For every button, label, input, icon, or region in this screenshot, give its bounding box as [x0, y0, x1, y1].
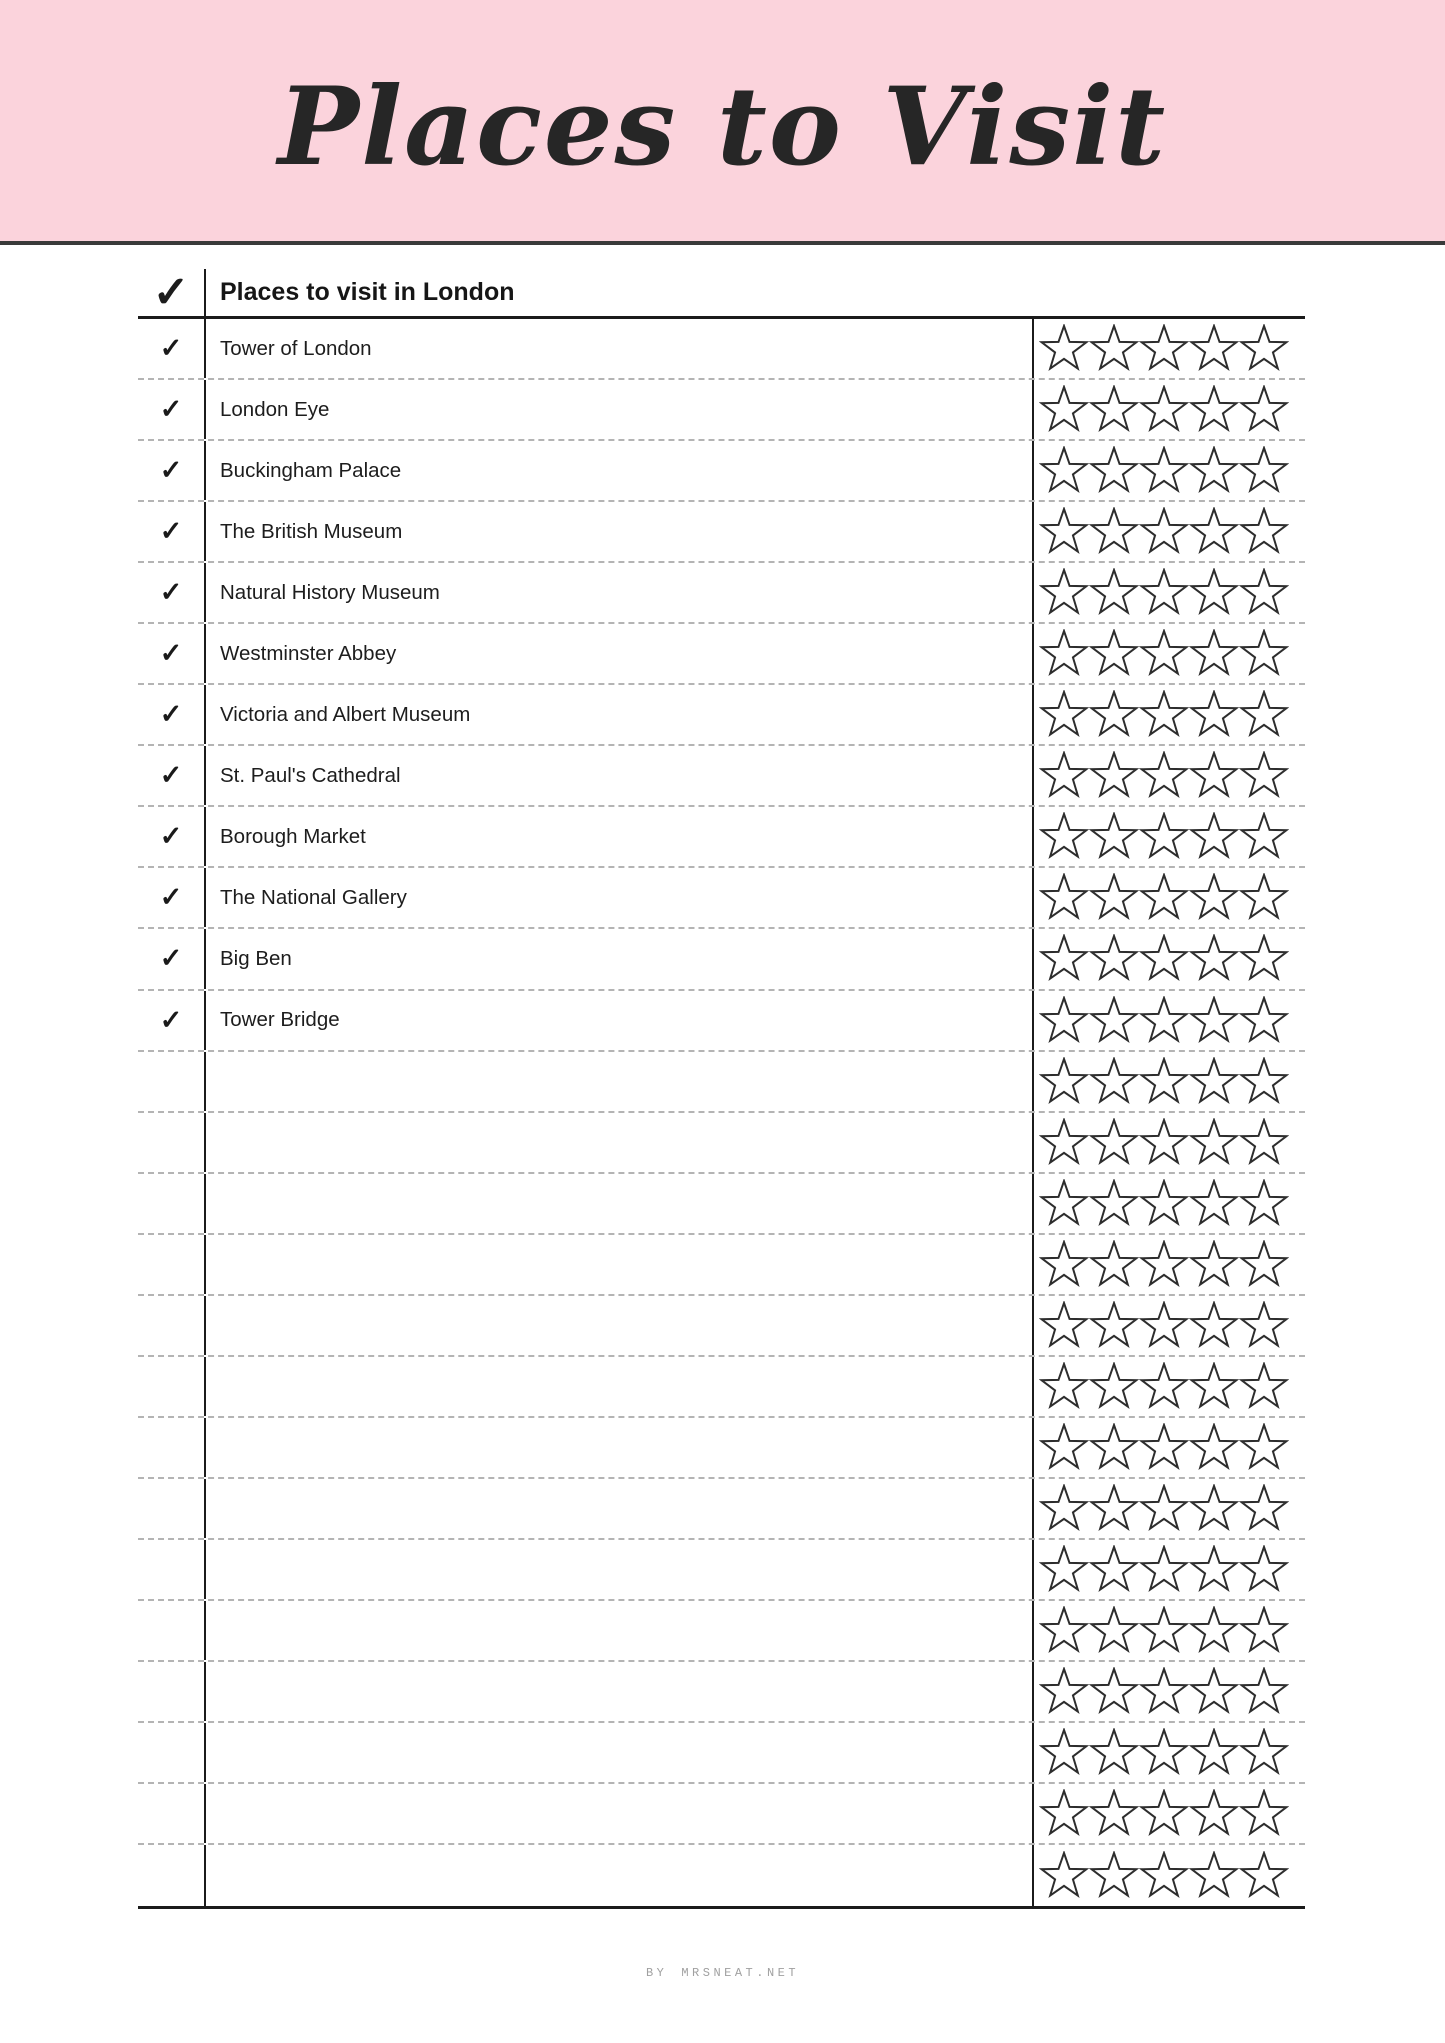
place-label: Tower Bridge — [220, 1008, 340, 1032]
star-rating — [1032, 563, 1305, 622]
checkmark-icon: ✓ — [159, 394, 183, 425]
star-icon — [1039, 934, 1089, 983]
star-icon — [1139, 1362, 1189, 1411]
star-icon — [1089, 996, 1139, 1045]
star-rating — [1032, 1174, 1305, 1233]
star-icon — [1239, 568, 1289, 617]
place-label: Victoria and Albert Museum — [220, 702, 471, 726]
row-check-cell — [138, 1540, 206, 1599]
star-rating — [1032, 1479, 1305, 1538]
star-icon — [1089, 568, 1139, 617]
star-rating — [1032, 1601, 1305, 1660]
star-icon — [1189, 324, 1239, 373]
header-check-cell — [138, 269, 206, 316]
checkmark-icon: ✓ — [159, 577, 183, 608]
star-icon — [1039, 812, 1089, 861]
star-icon — [1139, 996, 1189, 1045]
table-row — [138, 1723, 1305, 1784]
place-label — [206, 1052, 1032, 1111]
checkmark-icon: ✓ — [159, 1004, 183, 1035]
checkmark-icon: ✓ — [159, 699, 183, 730]
table-row — [138, 1357, 1305, 1418]
row-check-cell — [138, 868, 206, 927]
checkmark-icon: ✓ — [159, 516, 183, 547]
place-label — [206, 1601, 1032, 1660]
star-rating — [1032, 685, 1305, 744]
row-check-cell — [138, 1357, 206, 1416]
place-label — [206, 1723, 1032, 1782]
table-row — [138, 502, 1305, 563]
star-icon — [1039, 873, 1089, 922]
star-icon — [1089, 446, 1139, 495]
star-icon — [1139, 446, 1189, 495]
star-icon — [1089, 751, 1139, 800]
star-icon — [1039, 385, 1089, 434]
table-row — [138, 1601, 1305, 1662]
row-check-cell — [138, 685, 206, 744]
table-row — [138, 1174, 1305, 1235]
star-icon — [1189, 1179, 1239, 1228]
row-check-cell — [138, 1174, 206, 1233]
star-icon — [1189, 1362, 1239, 1411]
place-label — [206, 1174, 1032, 1233]
place-label: Tower of London — [220, 336, 372, 360]
star-icon — [1189, 1851, 1239, 1900]
row-check-cell — [138, 1296, 206, 1355]
star-icon — [1189, 1057, 1239, 1106]
place-label — [206, 1662, 1032, 1721]
star-icon — [1239, 1851, 1289, 1900]
table-row — [138, 929, 1305, 990]
star-icon — [1139, 385, 1189, 434]
row-check-cell — [138, 1113, 206, 1172]
star-icon — [1139, 934, 1189, 983]
table-title: Places to visit in London — [220, 278, 515, 306]
row-check-cell — [138, 1784, 206, 1843]
star-icon — [1189, 1728, 1239, 1777]
table-row — [138, 1540, 1305, 1601]
star-icon — [1239, 934, 1289, 983]
place-label: Westminster Abbey — [220, 641, 397, 665]
star-icon — [1189, 1423, 1239, 1472]
star-rating — [1032, 1540, 1305, 1599]
star-icon — [1039, 629, 1089, 678]
table-row — [138, 1845, 1305, 1906]
star-icon — [1089, 1789, 1139, 1838]
place-label — [206, 1479, 1032, 1538]
star-icon — [1039, 1851, 1089, 1900]
star-rating — [1032, 624, 1305, 683]
star-icon — [1139, 568, 1189, 617]
star-icon — [1239, 812, 1289, 861]
star-icon — [1089, 507, 1139, 556]
star-icon — [1189, 1484, 1239, 1533]
star-icon — [1239, 324, 1289, 373]
star-icon — [1239, 1362, 1289, 1411]
star-rating — [1032, 1296, 1305, 1355]
table-row — [138, 1662, 1305, 1723]
checkmark-icon: ✓ — [152, 268, 190, 317]
star-icon — [1189, 1545, 1239, 1594]
place-label: London Eye — [220, 397, 330, 421]
row-check-cell — [138, 1723, 206, 1782]
star-icon — [1039, 568, 1089, 617]
place-label: The British Museum — [220, 519, 403, 543]
star-icon — [1189, 568, 1239, 617]
star-icon — [1039, 1789, 1089, 1838]
star-rating — [1032, 441, 1305, 500]
table-row — [138, 685, 1305, 746]
table-row — [138, 868, 1305, 929]
star-icon — [1239, 507, 1289, 556]
table-row — [138, 1235, 1305, 1296]
star-icon — [1039, 1423, 1089, 1472]
star-icon — [1039, 1545, 1089, 1594]
table-row — [138, 1113, 1305, 1174]
place-label — [206, 1845, 1032, 1906]
star-icon — [1139, 1118, 1189, 1167]
star-icon — [1239, 1118, 1289, 1167]
star-icon — [1239, 873, 1289, 922]
row-check-cell — [138, 807, 206, 866]
star-icon — [1189, 934, 1239, 983]
star-icon — [1039, 1179, 1089, 1228]
star-icon — [1039, 996, 1089, 1045]
star-icon — [1189, 1606, 1239, 1655]
row-check-cell — [138, 1418, 206, 1477]
table-header-row — [138, 269, 1305, 319]
star-icon — [1189, 812, 1239, 861]
star-rating — [1032, 807, 1305, 866]
star-icon — [1139, 629, 1189, 678]
star-rating — [1032, 1845, 1305, 1906]
star-icon — [1189, 751, 1239, 800]
star-icon — [1089, 1240, 1139, 1289]
star-icon — [1139, 1789, 1189, 1838]
table-row — [138, 1479, 1305, 1540]
star-icon — [1089, 629, 1139, 678]
star-icon — [1089, 873, 1139, 922]
place-label: The National Gallery — [220, 885, 407, 909]
star-icon — [1139, 1240, 1189, 1289]
table-row — [138, 807, 1305, 868]
row-check-cell — [138, 1235, 206, 1294]
star-icon — [1139, 690, 1189, 739]
star-icon — [1039, 690, 1089, 739]
checkmark-icon: ✓ — [159, 638, 183, 669]
star-icon — [1139, 1545, 1189, 1594]
checkmark-icon: ✓ — [159, 333, 183, 364]
row-check-cell — [138, 1601, 206, 1660]
star-icon — [1189, 446, 1239, 495]
star-rating — [1032, 1418, 1305, 1477]
star-icon — [1189, 690, 1239, 739]
star-icon — [1089, 1179, 1139, 1228]
table-row — [138, 624, 1305, 685]
star-icon — [1039, 324, 1089, 373]
star-icon — [1089, 1423, 1139, 1472]
star-rating — [1032, 1662, 1305, 1721]
star-icon — [1089, 1362, 1139, 1411]
row-check-cell — [138, 991, 206, 1050]
star-icon — [1239, 1240, 1289, 1289]
page-banner — [0, 0, 1445, 245]
star-icon — [1089, 1301, 1139, 1350]
star-icon — [1239, 1484, 1289, 1533]
star-icon — [1239, 1667, 1289, 1716]
table-row — [138, 563, 1305, 624]
star-icon — [1039, 1484, 1089, 1533]
star-icon — [1039, 446, 1089, 495]
star-icon — [1239, 1423, 1289, 1472]
table-rows — [138, 319, 1305, 1909]
star-icon — [1139, 1851, 1189, 1900]
place-label: Buckingham Palace — [220, 458, 402, 482]
star-icon — [1139, 1728, 1189, 1777]
place-label — [206, 1784, 1032, 1843]
star-icon — [1039, 1240, 1089, 1289]
star-icon — [1189, 996, 1239, 1045]
star-icon — [1239, 629, 1289, 678]
place-label: Borough Market — [220, 824, 366, 848]
star-icon — [1039, 751, 1089, 800]
table-row — [138, 1418, 1305, 1479]
star-icon — [1239, 690, 1289, 739]
star-icon — [1239, 1301, 1289, 1350]
star-icon — [1239, 1545, 1289, 1594]
place-label: St. Paul's Cathedral — [220, 763, 401, 787]
star-icon — [1089, 1851, 1139, 1900]
star-rating — [1032, 929, 1305, 988]
page-title: Places to Visit — [277, 63, 1168, 190]
star-icon — [1139, 812, 1189, 861]
star-icon — [1239, 1179, 1289, 1228]
star-icon — [1139, 1667, 1189, 1716]
star-icon — [1089, 1484, 1139, 1533]
star-icon — [1089, 1728, 1139, 1777]
row-check-cell — [138, 502, 206, 561]
star-icon — [1139, 507, 1189, 556]
star-icon — [1139, 1423, 1189, 1472]
star-icon — [1189, 1118, 1239, 1167]
star-icon — [1089, 1606, 1139, 1655]
star-icon — [1089, 324, 1139, 373]
star-icon — [1089, 1118, 1139, 1167]
star-icon — [1239, 1057, 1289, 1106]
star-icon — [1089, 1057, 1139, 1106]
star-icon — [1039, 1362, 1089, 1411]
table-row — [138, 1052, 1305, 1113]
checkmark-icon: ✓ — [159, 455, 183, 486]
footer-credit — [0, 1966, 1445, 1980]
star-icon — [1189, 385, 1239, 434]
checkmark-icon: ✓ — [159, 760, 183, 791]
star-icon — [1039, 1728, 1089, 1777]
star-icon — [1189, 1667, 1239, 1716]
star-rating — [1032, 1052, 1305, 1111]
row-check-cell — [138, 1845, 206, 1906]
star-rating — [1032, 991, 1305, 1050]
row-check-cell — [138, 929, 206, 988]
star-rating — [1032, 319, 1305, 378]
star-icon — [1089, 934, 1139, 983]
star-icon — [1139, 873, 1189, 922]
star-icon — [1039, 1057, 1089, 1106]
row-check-cell — [138, 319, 206, 378]
checkmark-icon: ✓ — [159, 821, 183, 852]
footer-site-label: MRSNEAT.NET — [681, 1966, 800, 1980]
star-icon — [1239, 751, 1289, 800]
row-check-cell — [138, 624, 206, 683]
row-check-cell — [138, 1662, 206, 1721]
star-icon — [1089, 690, 1139, 739]
star-icon — [1139, 1179, 1189, 1228]
table-row — [138, 746, 1305, 807]
row-check-cell — [138, 441, 206, 500]
star-icon — [1039, 1606, 1089, 1655]
table-row — [138, 319, 1305, 380]
place-label — [206, 1235, 1032, 1294]
star-icon — [1189, 873, 1239, 922]
star-icon — [1039, 1118, 1089, 1167]
place-label: Big Ben — [220, 946, 292, 970]
star-icon — [1139, 751, 1189, 800]
footer-by-label: BY — [645, 1966, 668, 1980]
star-rating — [1032, 502, 1305, 561]
place-label — [206, 1418, 1032, 1477]
table-row — [138, 380, 1305, 441]
star-icon — [1139, 1606, 1189, 1655]
row-check-cell — [138, 380, 206, 439]
star-icon — [1039, 507, 1089, 556]
star-icon — [1139, 1057, 1189, 1106]
star-rating — [1032, 380, 1305, 439]
star-icon — [1089, 385, 1139, 434]
star-icon — [1189, 1789, 1239, 1838]
star-icon — [1189, 507, 1239, 556]
star-rating — [1032, 1784, 1305, 1843]
star-icon — [1189, 629, 1239, 678]
places-table — [138, 269, 1305, 1909]
star-rating — [1032, 746, 1305, 805]
star-icon — [1239, 1728, 1289, 1777]
place-label: Natural History Museum — [220, 580, 440, 604]
star-icon — [1239, 1606, 1289, 1655]
star-icon — [1189, 1240, 1239, 1289]
checkmark-icon: ✓ — [159, 882, 183, 913]
star-icon — [1239, 1789, 1289, 1838]
row-check-cell — [138, 563, 206, 622]
star-rating — [1032, 1357, 1305, 1416]
star-icon — [1089, 812, 1139, 861]
star-rating — [1032, 1235, 1305, 1294]
star-icon — [1239, 996, 1289, 1045]
star-icon — [1139, 1301, 1189, 1350]
place-label — [206, 1296, 1032, 1355]
checkmark-icon: ✓ — [159, 943, 183, 974]
star-icon — [1189, 1301, 1239, 1350]
star-icon — [1039, 1301, 1089, 1350]
row-check-cell — [138, 746, 206, 805]
star-rating — [1032, 1723, 1305, 1782]
star-rating — [1032, 1113, 1305, 1172]
table-row — [138, 1296, 1305, 1357]
place-label — [206, 1540, 1032, 1599]
place-label — [206, 1113, 1032, 1172]
star-icon — [1239, 446, 1289, 495]
star-icon — [1089, 1545, 1139, 1594]
row-check-cell — [138, 1479, 206, 1538]
star-icon — [1089, 1667, 1139, 1716]
star-rating — [1032, 868, 1305, 927]
table-row — [138, 991, 1305, 1052]
star-icon — [1239, 385, 1289, 434]
star-icon — [1039, 1667, 1089, 1716]
star-icon — [1139, 1484, 1189, 1533]
star-icon — [1139, 324, 1189, 373]
place-label — [206, 1357, 1032, 1416]
table-row — [138, 441, 1305, 502]
row-check-cell — [138, 1052, 206, 1111]
table-row — [138, 1784, 1305, 1845]
